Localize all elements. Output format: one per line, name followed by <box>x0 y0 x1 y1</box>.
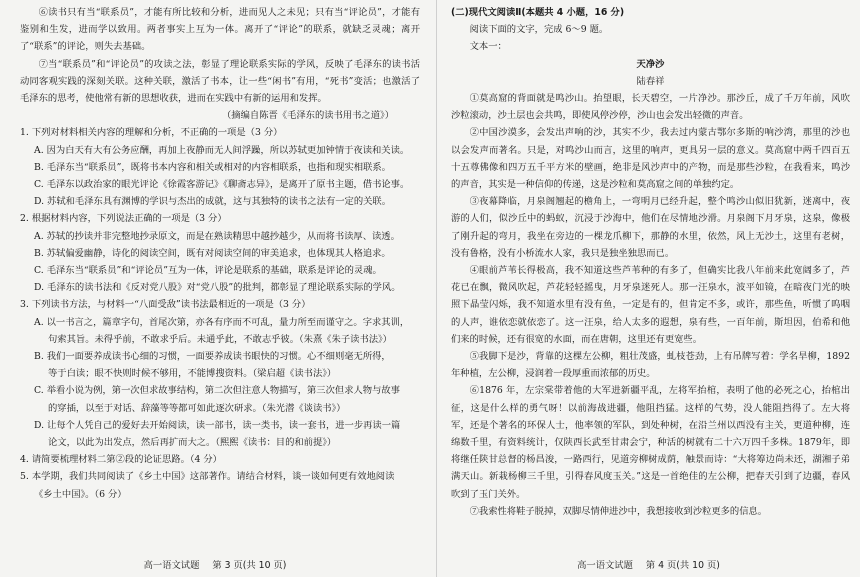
footer-page-number: 第 4 页(共 10 页) <box>645 560 720 571</box>
question-1-option-b: B. 毛泽东当“联系员”，既将书本内容和相关或相对的内容相联系，也指和现实相联系。 <box>34 161 391 173</box>
article-paragraph-4: ④眼前芦苇长得极高，我不知道这些芦苇种的有多了，但确实比我八年前来此宽阔多了，芦花已在飘，微风吹起，芦花轻轻摇曳，月牙泉迷死人。那一汪泉水，波平如镜，在暗夜门光的映照下晶莹闪烁，我不知道水里有没有鱼，一定是有的，但肯定不多，或许，那些鱼，听惯了呜咽的人声，谁依恋就依恋了。这一汪泉，给人太多的遐想，泉有些，一百年前，斯坦因，伯希和他们来的时候，还有很宽的水面，而在唐朝，这里还有更宽些。 <box>451 265 850 345</box>
reading-instruction: 阅读下面的文字，完成 6～9 题。 <box>469 24 609 36</box>
question-2-stem: 2. 根据材料内容，下列说法正确的一项是（3 分） <box>20 213 227 225</box>
article-paragraph-7: ⑦我索性将鞋子脱掉，双脚尽情伸进沙中，我想接收到沙粒更多的信息。 <box>469 505 768 517</box>
paragraph-6: ⑥读书只有当“联系员”，才能有所比较和分析，进而见人之未见；只有当“评论员”，才能有鉴别和生发，进而学以致用。两者事实上互为一体。离开了“评论”的联系，就缺乏灵魂；离开了“联系”的评论，则失去基础。 <box>20 7 420 53</box>
question-2-option-b: B. 苏轼偏爱幽静，诗化的阅读空间，既有对阅读空间的审美追求，也体现其人格追求。 <box>34 247 391 259</box>
question-2-option-a: A. 苏轼的抄读并非完整地抄录原文，而是在熟读精思中越抄越少，从而将书读厚、读透。 <box>34 230 400 242</box>
question-3-option-c: C. 举看小说为例，第一次但求故事结构，第二次但注意人物描写，第三次但求人物与故事 <box>34 385 400 397</box>
article-paragraph-5: ⑤我脚下是沙，背靠的这棵左公柳，粗壮茂盛，虬枝苍劲，上有吊牌写着：学名旱柳，1892 年种植，左公柳，浸润着一段厚重而浓郁的历史。 <box>451 351 850 380</box>
footer-subject: 高一语文试题 <box>143 560 200 571</box>
question-1-stem: 1. 下列对材料相关内容的理解和分析，不正确的一项是（3 分） <box>20 127 283 139</box>
question-3-option-d-cont: 论文，以此为出发点，然后再扩而大之。（熙熙《读书：目的和前提》） <box>48 437 337 449</box>
question-1-option-c: C. 毛泽东以政治家的眼光评论《徐霞客游记》《聊斋志异》，是离开了原书主题，借书论事。 <box>34 179 410 191</box>
article-paragraph-1: ①莫高窟的背面就是鸣沙山。抬望眼，长天碧空，一片净沙。那沙丘，成了千万年前，风吹沙粒滚动，沙土层也会共鸣，即使风停沙停，沙山也会发出轻微的声音。 <box>451 93 850 122</box>
question-3-option-a-cont: 句索其旨。未得乎前，不敢求乎后。未通乎此，不敢志乎彼。（朱熹《朱子读书法》） <box>48 333 392 345</box>
footer-page-number: 第 3 页(共 10 页) <box>212 560 287 571</box>
source-citation: （摘编自陈晋《毛泽东的读书用书之道》） <box>222 110 394 122</box>
article-paragraph-3: ③夜幕降临，月泉阁翘起的檐角上，一弯明月已经升起，整个鸣沙山似旧犹新，迷离中，夜游的人们，似沙丘中的蚂蚁，沉浸于沙海中，他们在尽情地沙滑。月泉阁下月牙泉，这泉，像极了刚升起的弯月，我坐在旁边的一棵龙爪柳下，那静的水里，依然，风上无沙土，这里有老树，没有鲁格，没有小桥流水人家，我只是独坐独思而已。 <box>451 196 850 259</box>
question-3-option-a: A. 以一书言之，篇章字句，首尾次第，亦各有序而不可乱，量力所至而谨守之。字求其训， <box>34 316 410 328</box>
question-2-option-d: D. 毛泽东的读书法和《反对党八股》对“党八股”的批判，都彰显了理论联系实际的学风。 <box>34 282 401 294</box>
question-3-option-b: B. 我们一面要养成读书心细的习惯，一面要养成读书眼快的习惯。心不细则毫无所得， <box>34 351 391 363</box>
right-page <box>436 0 860 577</box>
article-author: 陆春祥 <box>636 75 665 87</box>
paragraph-7: ⑦当“联系员”和“评论员”的攻读之法，彰显了理论联系实际的学风，反映了毛泽东的读书活动同客观实践的深刻关联。这种关联，激活了书本，让一些“闲书”有用，“死书”变活；也激活了毛泽东的思考，使他常有新的思想收获，进而在实践中有新的运用和发挥。 <box>20 58 420 105</box>
question-2-option-c: C. 毛泽东当“联系员”和“评论员”互为一体，评论是联系的基础，联系是评论的灵魂。 <box>34 265 382 277</box>
footer-subject: 高一语文试题 <box>577 560 633 571</box>
question-3-option-c-cont: 的穿插，以至于对话、辞藻等等都可如此逐次研求。（朱光潜《谈读书》） <box>48 402 346 414</box>
section-title: (二)现代文阅读Ⅱ(本题共 4 小题，16 分) <box>451 7 625 18</box>
question-5: 5. 本学期，我们共同阅读了《乡土中国》这部著作。请结合材料，谈一谈如何更有效地阅读 <box>20 471 395 483</box>
left-page-footer <box>0 557 430 571</box>
article-title: 天净沙 <box>636 58 665 70</box>
question-3-option-b-cont: 等于白读；眼不快则时候不够用，不能博搜资料。（梁启超《读书法》） <box>48 368 337 380</box>
right-page-footer <box>437 557 860 571</box>
question-5-cont: 《乡土中国》。（6 分） <box>34 488 127 500</box>
question-4: 4. 请简要梳理材料二第②段的论证思路。（4 分） <box>20 454 222 466</box>
text-label: 文本一： <box>469 41 507 53</box>
question-1-option-d: D. 苏轼和毛泽东具有渊博的学识与杰出的成就，这与其独特的读书之法有一定的关联。 <box>34 196 392 208</box>
question-3-option-d: D. 让每个人凭自己的爱好去开始阅读，读一部书，读一类书，读一套书，进一步再读一篇 <box>34 419 401 431</box>
question-1-option-a: A. 因为白天有大有公务应酬，再加上夜静而无人间浮躁，所以苏轼更加钟情于夜读和关读。 <box>34 144 410 156</box>
article-paragraph-2: ②中国沙漠多，会发出声响的沙，其实不少，我去过内蒙古鄂尔多斯的响沙湾，那里的沙也以会发声而著名。只是，对鸣沙山而言，这里的响声，更具另一层的意义。莫高窟中两千四百五十五尊佛像和四万五千平方米的壁画，绝非是风沙声中的产物，而是那些沙粒，在我看来，鸣沙的声音，其实是一种信仰的传递，这是沙粒和莫高窟之间的单独约定。 <box>451 127 850 191</box>
article-paragraph-6: ⑥1876 年，左宗棠带着他的大军进新疆平乱，左将军抬棺，表明了他的必死之心，抬棺出征，这是什么样的勇气呀！以前海战进疆，他阻挡猛。这样的气势，没人能阻挡得了。左大将军，还是个著名的环保人士，他率领的军队，到处种树，在沿兰州以西没有主关，更道种柳，连绵数千里，有资料统计，仅陕西长武至甘肃会宁，种活的树就有二十六万四千多株。1879年，即将继任陕甘总督的杨昌浚，一路西行，见道旁柳树成荫，触景而诗：“大将筹边尚未还，湖湘子弟满天山。新栽杨柳三千里，引得春风度玉关。”这是一首绝佳的左公柳，把春天引到了边疆，春风吹到了玉门关外。 <box>451 385 850 500</box>
question-3-stem: 3. 下列读书方法，与材料一“八面受敌”读书法最相近的一项是（3 分） <box>20 299 311 311</box>
